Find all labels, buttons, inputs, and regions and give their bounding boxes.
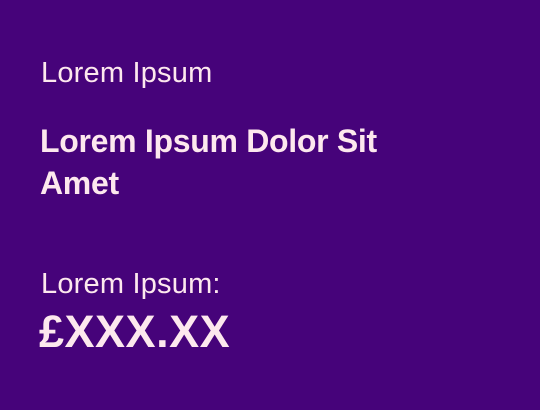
price-label: Lorem Ipsum: bbox=[41, 268, 221, 300]
price-value: £XXX.XX bbox=[39, 306, 231, 357]
eyebrow-text: Lorem Ipsum bbox=[41, 57, 213, 89]
headline: Lorem Ipsum Dolor Sit Amet bbox=[40, 123, 377, 201]
